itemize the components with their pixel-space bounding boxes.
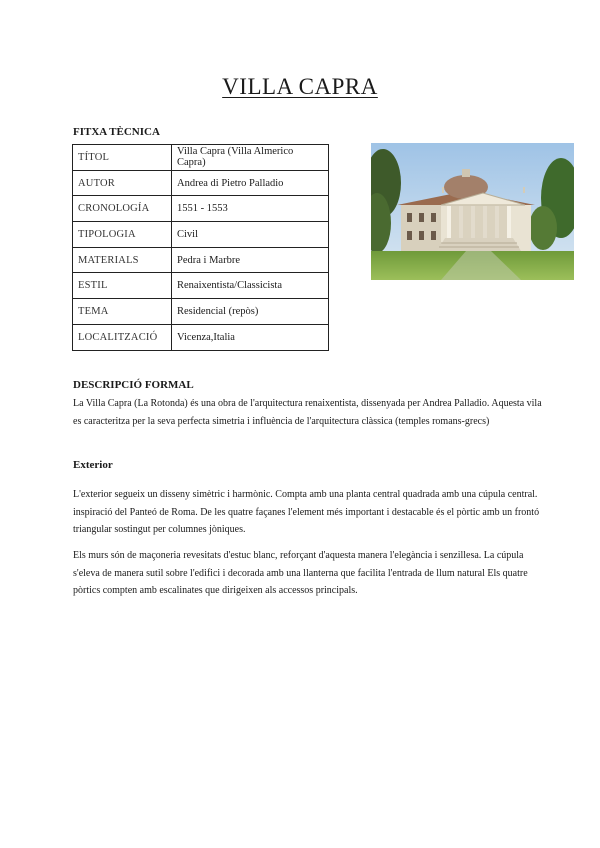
fitxa-heading: FITXA TÈCNICA [73, 126, 160, 138]
exterior-paragraph-2: Els murs són de maçoneria revesitats d'estuc blanc, reforçant d'aquesta manera l'elegància i senzillesa. La cúpula s'eleva de manera sutil sobre l'edifici i decorada amb una llanterna que facilita l'entrada de llum natural Els quatre pòrtics compten amb escalinates que dirigeixen als accessos principals. [73, 550, 528, 596]
table-row [73, 170, 329, 196]
description-intro: La Villa Capra (La Rotonda) és una obra de l'arquitectura renaixentista, dissenyada per Andrea Palladio. Aquesta vila es caracteritza per la seva perfecta simetria i influència de l'arquitectura clàssica (temples romans-grecs) [73, 398, 542, 427]
row-value: Renaixentista/Classicista [172, 273, 329, 299]
exterior-paragraph-1: L'exterior segueix un disseny simètric i harmònic. Compta amb una planta central quadrada amb una cúpula central. inspiració del Panteó de Roma. De les quatre façanes l'element més important i destacable és el pòrtic amb un frontó triangular sostingut per columnes jòniques. [73, 489, 540, 535]
row-value: Vicenza,Italia [172, 324, 329, 350]
row-label: MATERIALS [73, 247, 172, 273]
fitxa-table [72, 144, 329, 351]
villa-photo [371, 143, 574, 280]
exterior-heading: Exterior [73, 459, 113, 471]
table-row [73, 247, 329, 273]
row-label: CRONOLOGÍA [73, 196, 172, 222]
row-label: AUTOR [73, 170, 172, 196]
row-label: LOCALITZACIÓ [73, 324, 172, 350]
table-row [73, 324, 329, 350]
row-label: ESTIL [73, 273, 172, 299]
row-value: Andrea di Pietro Palladio [172, 170, 329, 196]
row-value: Villa Capra (Villa Almerico Capra) [172, 145, 329, 171]
row-value: Pedra i Marbre [172, 247, 329, 273]
row-value: Civil [172, 222, 329, 248]
row-value: Residencial (repòs) [172, 299, 329, 325]
row-value: 1551 - 1553 [172, 196, 329, 222]
row-label: TÍTOL [73, 145, 172, 171]
table-row [73, 196, 329, 222]
table-row [73, 222, 329, 248]
table-row [73, 273, 329, 299]
table-row [73, 145, 329, 171]
row-label: TEMA [73, 299, 172, 325]
table-row [73, 299, 329, 325]
page-title: VILLA CAPRA [222, 74, 378, 99]
row-label: TIPOLOGIA [73, 222, 172, 248]
description-heading: DESCRIPCIÓ FORMAL [73, 379, 194, 391]
